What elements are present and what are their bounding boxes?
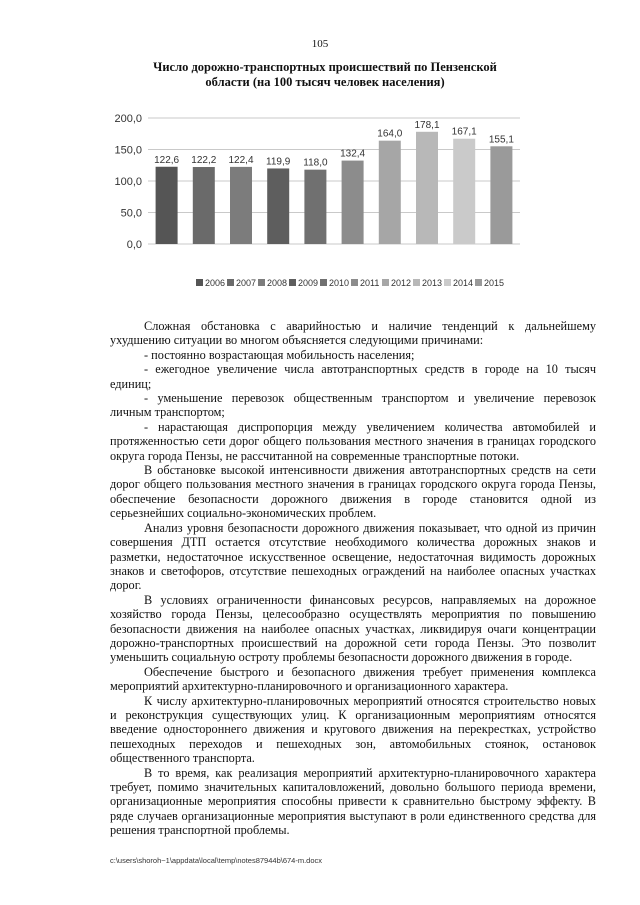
paragraph: Анализ уровня безопасности дорожного движения показывает, что одной из причин совершения ДТП остается отсутствие необходимого количества дорожных знаков и разметки, недостаточное искусственное освещение, недостаточная видимость дорожных знаков и светофоров, отсутствие пешеходных ограждений на наиболее опасных участках дорог.: [110, 520, 596, 593]
bar: [304, 170, 326, 244]
paragraph: - постоянно возрастающая мобильность населения;: [144, 347, 415, 362]
data-label: 122,6: [154, 154, 180, 166]
data-label: 132,4: [340, 148, 366, 160]
data-label: 178,1: [414, 119, 440, 131]
legend-swatch: [351, 279, 358, 286]
paragraph: - уменьшение перевозок общественным транспортом и увеличение перевозок личным транспортом;: [110, 391, 596, 420]
y-tick-label: 100,0: [114, 176, 142, 188]
data-label: 164,0: [377, 128, 403, 140]
y-tick-label: 50,0: [120, 207, 142, 220]
data-label: 122,2: [191, 155, 217, 167]
footer-file-path: c:\users\shoroh~1\appdata\local\temp\notes87944b\674-m.docx: [110, 856, 323, 865]
legend-swatch: [382, 279, 389, 286]
legend-label: 2014: [453, 278, 474, 288]
legend-swatch: [444, 279, 451, 286]
legend-swatch: [289, 279, 296, 286]
legend-swatch: [227, 279, 234, 286]
legend-label: 2012: [391, 278, 412, 288]
body-text: [110, 319, 596, 838]
bar: [379, 141, 401, 244]
chart-title-line-2: области (на 100 тысяч человек населения): [205, 75, 445, 89]
bar: [416, 132, 438, 244]
legend-label: 2015: [484, 278, 505, 288]
legend-swatch: [475, 279, 482, 286]
legend-label: 2010: [329, 278, 350, 288]
paragraph: К числу архитектурно-планировочных мероприятий относятся строительство новых и реконструкция существующих улиц. К организационным мероприятиям относятся введение одностороннего движения и кругового движения на перекрестках, устройство пешеходных переходов и пешеходных зон, автомобильных стоянок, остановок общественного транспорта.: [110, 693, 596, 766]
legend-label: 2013: [422, 278, 443, 288]
paragraph: Сложная обстановка с аварийностью и наличие тенденций к дальнейшему ухудшению ситуации во многом объясняется следующими причинами:: [110, 319, 596, 348]
y-tick-label: 150,0: [114, 144, 142, 157]
y-tick-label: 200,0: [114, 113, 142, 125]
bar-chart: [100, 108, 540, 308]
bar: [267, 168, 289, 244]
data-label: 118,0: [303, 157, 328, 169]
paragraph: - ежегодное увеличение числа автотранспортных средств в городе на 10 тысяч единиц;: [110, 362, 596, 391]
page-number: 105: [311, 38, 329, 50]
legend-label: 2008: [267, 278, 288, 288]
legend-swatch: [320, 279, 327, 286]
legend-swatch: [196, 279, 203, 286]
bar: [156, 167, 178, 244]
data-label: 119,9: [266, 156, 291, 168]
legend-swatch: [413, 279, 420, 286]
data-label: 167,1: [451, 126, 477, 138]
bar: [453, 139, 475, 244]
paragraph: Обеспечение быстрого и безопасного движения требует применения комплекса мероприятий архитектурно-планировочного и организационного характера.: [110, 664, 596, 694]
paragraph: В то время, как реализация мероприятий архитектурно-планировочного характера требует, помимо значительных капиталовложений, довольно большого периода времени, организационные мероприятия способны привести к сравнительно быстрому эффекту. В ряде случаев организационные мероприятия выступают в роли единственного средства для решения транспортной проблемы.: [110, 765, 596, 838]
paragraph: - нарастающая диспропорция между увеличением количества автомобилей и протяженностью сети дорог общего пользования местного значения в границах городского округа города Пензы, не рассчитанной на современные транспортные потоки.: [110, 419, 596, 463]
legend-label: 2007: [236, 278, 257, 288]
chart-title: [140, 60, 510, 90]
legend-label: 2009: [298, 278, 319, 288]
bar: [230, 167, 252, 244]
paragraph: В обстановке высокой интенсивности движения автотранспортных средств на сети дорог общего пользования местного значения в границах городского округа города Пензы, обеспечение безопасности дорожного движения в городе становится одной из серьезнейших социально-экономических проблем.: [110, 463, 596, 521]
legend-label: 2006: [205, 278, 226, 288]
legend-label: 2011: [360, 278, 380, 288]
data-label: 122,4: [228, 154, 254, 166]
bar: [342, 161, 364, 244]
bar: [193, 167, 215, 244]
data-label: 155,1: [488, 134, 514, 146]
paragraph: В условиях ограниченности финансовых ресурсов, направляемых на дорожное хозяйство города Пензы, целесообразно осуществлять мероприятия по повышению безопасности движения на наиболее опасных участках, ликвидируя очаги концентрации дорожно-транспортных происшествий на дорожной сети города Пензы. Это позволит уменьшить социальную остроту проблемы безопасности дорожного движения в городе.: [110, 592, 596, 665]
legend-swatch: [258, 279, 265, 286]
bar: [490, 146, 512, 244]
y-tick-label: 0,0: [126, 239, 142, 251]
chart-title-line-1: Число дорожно-транспортных происшествий по Пензенской: [153, 60, 497, 74]
